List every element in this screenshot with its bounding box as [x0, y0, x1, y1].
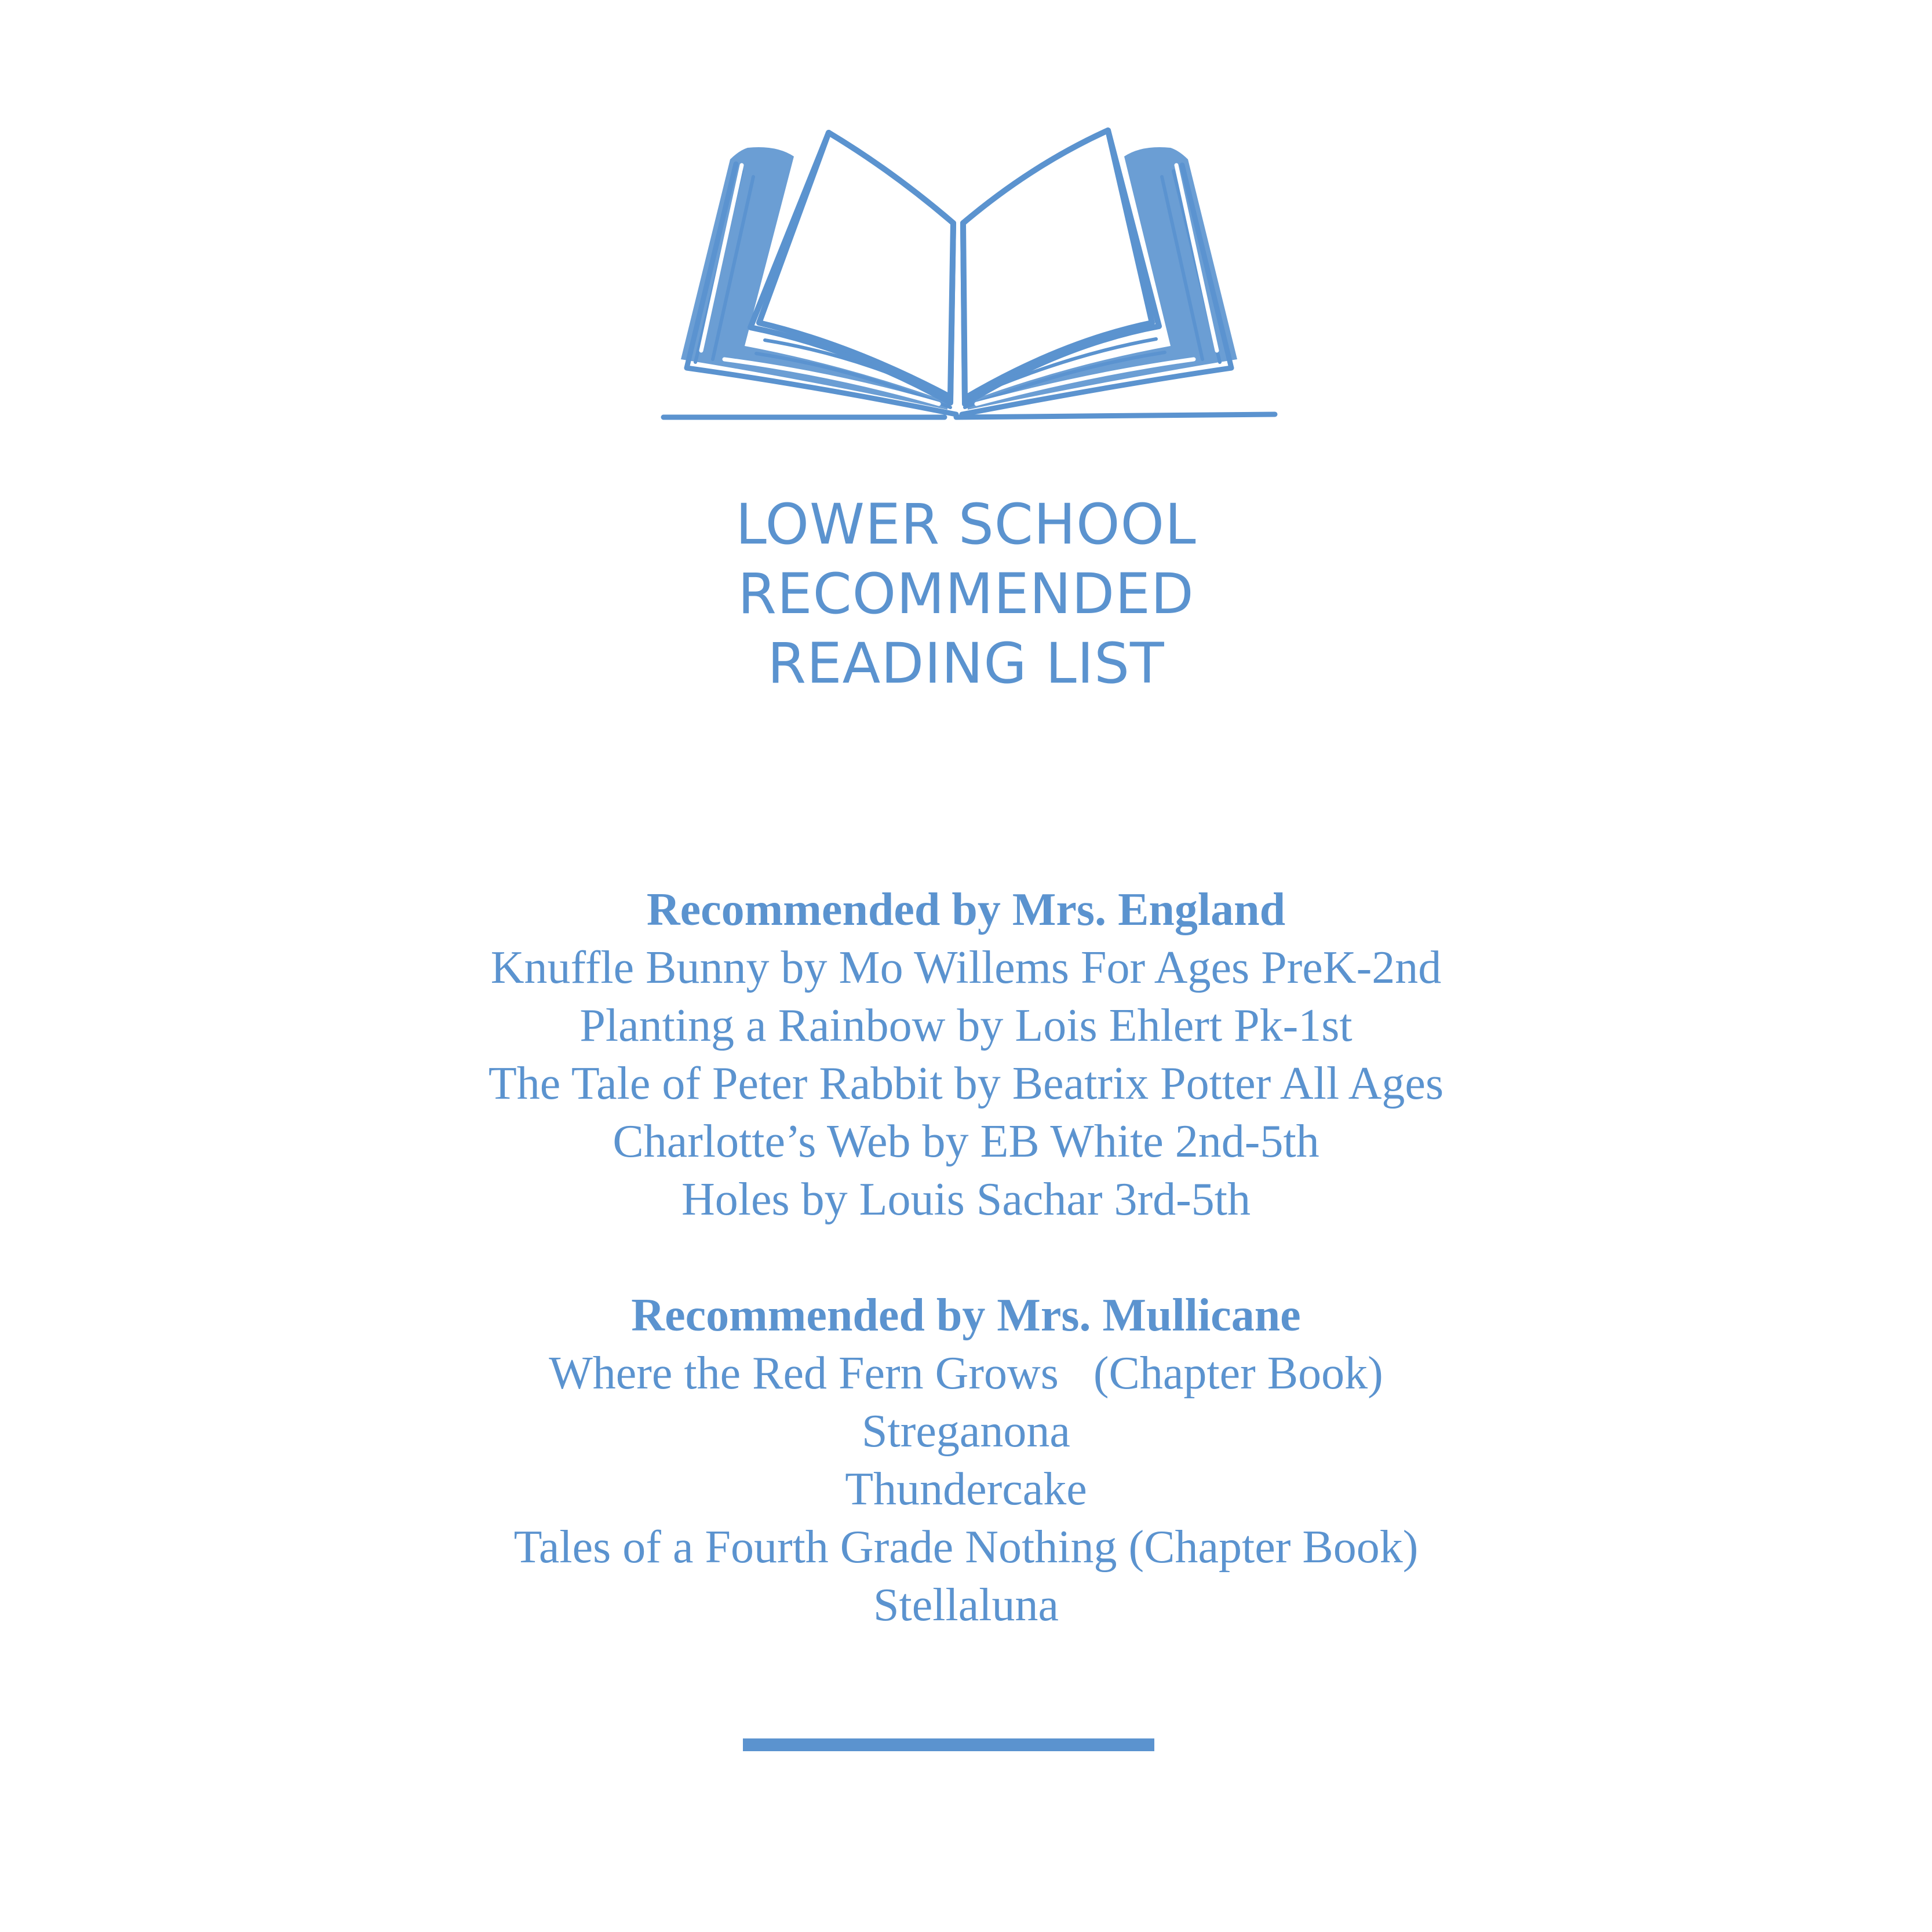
reading-lists — [0, 881, 1932, 1634]
list-item: Thundercake — [845, 1464, 1087, 1515]
bottom-divider — [743, 1738, 1154, 1751]
list-item: Charlotte’s Web by EB White 2nd-5th — [613, 1116, 1319, 1167]
page-title — [0, 490, 1932, 698]
title-line-1: LOWER SCHOOL — [735, 492, 1197, 557]
title-line-2: RECOMMENDED — [738, 562, 1194, 626]
list-item: Tales of a Fourth Grade Nothing (Chapter Book) — [513, 1522, 1419, 1573]
section-heading: Recommended by Mrs. England — [646, 884, 1286, 935]
section-mrs-england — [0, 881, 1932, 1229]
list-item: Knuffle Bunny by Mo Willems For Ages PreK-2nd — [490, 942, 1442, 993]
list-item: Holes by Louis Sachar 3rd-5th — [681, 1174, 1251, 1225]
list-item: Streganona — [862, 1406, 1070, 1457]
title-line-3: READING LIST — [767, 631, 1165, 696]
list-item: Planting a Rainbow by Lois Ehlert Pk-1st — [579, 1000, 1353, 1051]
list-item: Where the Red Fern Grows (Chapter Book) — [549, 1348, 1383, 1399]
section-heading: Recommended by Mrs. Mullicane — [631, 1290, 1301, 1341]
open-book-icon — [661, 125, 1281, 432]
list-item: Stellaluna — [873, 1580, 1059, 1631]
section-mrs-mullicane — [0, 1286, 1932, 1634]
list-item: The Tale of Peter Rabbit by Beatrix Potter All Ages — [488, 1058, 1444, 1109]
